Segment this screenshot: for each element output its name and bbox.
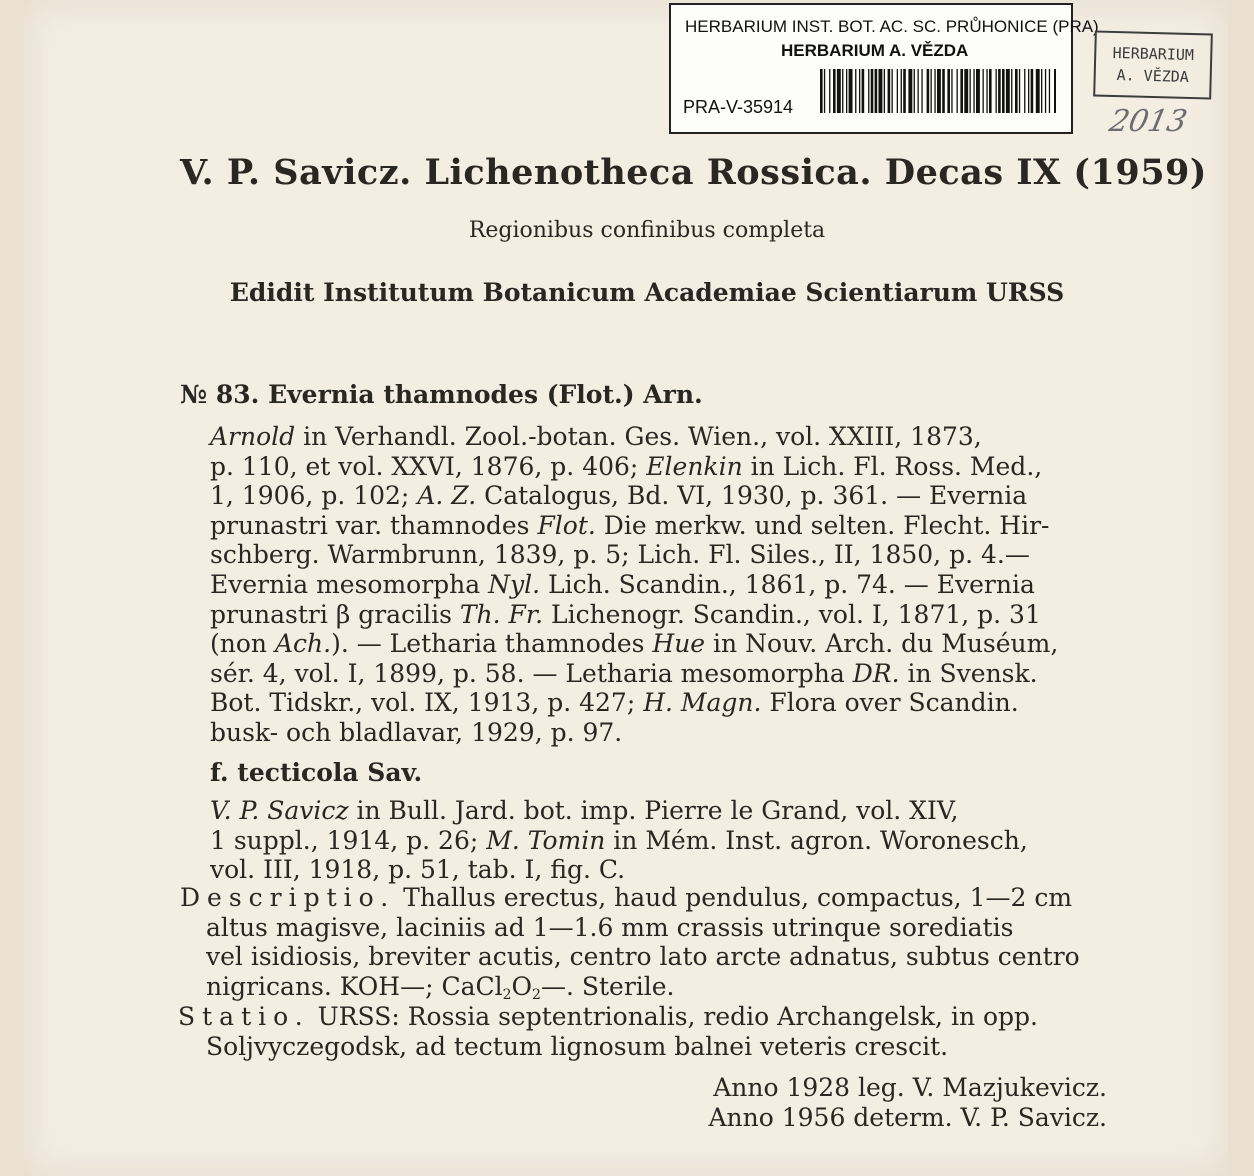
statio-line: Soljvyczegodsk, ad tectum lignosum balnei veteris crescit. [206, 1031, 949, 1061]
literature-line: busk- och bladlavar, 1929, p. 97. [210, 717, 623, 747]
collection-info [708, 1073, 1107, 1132]
species-literature [210, 422, 1058, 748]
literature-line: V. P. Savicz in Bull. Jard. bot. imp. Pierre le Grand, vol. XIV, [210, 796, 959, 825]
descriptio-section [180, 883, 1080, 1001]
page-title: V. P. Savicz. Lichenotheca Rossica. Decas IX (1959) [180, 152, 1207, 193]
literature-line: Bot. Tidskr., vol. IX, 1913, p. 427; H. Magn. Flora over Scandin. [210, 688, 1019, 718]
entry-number: № 83. [180, 380, 260, 409]
statio-section [178, 1002, 1038, 1061]
species-heading [180, 380, 703, 409]
literature-line: 1, 1906, p. 102; A. Z. Catalogus, Bd. VI, 1930, p. 361. — Evernia [210, 481, 1028, 511]
determiner-line: Anno 1956 determ. V. P. Savicz. [708, 1102, 1107, 1132]
species-name: Evernia thamnodes (Flot.) Arn. [268, 380, 703, 409]
literature-line: Arnold in Verhandl. Zool.-botan. Ges. Wien., vol. XXIII, 1873, [210, 422, 982, 451]
descriptio-line: vel isidiosis, breviter acutis, centro lato arcte adnatus, subtus centro [206, 942, 1080, 972]
scan-edge-left [0, 0, 24, 1176]
literature-line: sér. 4, vol. I, 1899, p. 58. — Letharia mesomorpha DR. in Svensk. [210, 658, 1038, 688]
stamp-line2: A. VĚZDA [1116, 66, 1190, 86]
label-institution: HERBARIUM INST. BOT. AC. SC. PRŮHONICE (PRA) [685, 17, 1099, 36]
scan-edge-right [1228, 0, 1254, 1176]
literature-line: vol. III, 1918, p. 51, tab. I, fig. C. [210, 855, 626, 885]
barcode-icon [820, 69, 1056, 113]
descriptio-heading: Descriptio. [180, 883, 396, 912]
descriptio-line: nigricans. KOH—; $CaCl_2O_2—$. Sterile. [206, 971, 675, 1003]
handwritten-number: 2013 [1106, 104, 1191, 139]
statio-heading: Statio. [178, 1002, 310, 1031]
literature-line: 1 suppl., 1914, p. 26; M. Tomin in Mém. Inst. agron. Woronesch, [210, 825, 1028, 855]
publisher-line: Edidit Institutum Botanicum Academiae Scientiarum URSS [229, 278, 1065, 307]
herbarium-stamp [1093, 30, 1213, 99]
herbarium-label [669, 3, 1099, 134]
barcode-id: PRA-V-35914 [683, 97, 794, 117]
literature-line: prunastri β gracilis Th. Fr. Lichenogr. Scandin., vol. I, 1871, p. 31 [210, 599, 1041, 629]
descriptio-line: altus magisve, laciniis ad 1—1.6 mm crassis utrinque sorediatis [206, 912, 1014, 942]
page-subtitle: Regionibus confinibus completa [468, 218, 826, 243]
forma-heading: f. tecticola Sav. [210, 758, 423, 787]
literature-line: Evernia mesomorpha Nyl. Lich. Scandin., 1861, p. 74. — Evernia [210, 569, 1035, 599]
forma-literature [210, 796, 1028, 885]
collector-line: Anno 1928 leg. V. Mazjukevicz. [713, 1073, 1107, 1102]
statio-line: Statio. URSS: Rossia septentrionalis, redio Archangelsk, in opp. [178, 1002, 1038, 1031]
literature-line: prunastri var. thamnodes Flot. Die merkw. und selten. Flecht. Hir- [210, 510, 1050, 540]
descriptio-line: Descriptio. Thallus erectus, haud pendulus, compactus, 1—2 cm [180, 883, 1073, 912]
literature-line: (non Ach.). — Letharia thamnodes Hue in Nouv. Arch. du Muséum, [210, 629, 1059, 659]
literature-line: p. 110, et vol. XXVI, 1876, p. 406; Elenkin in Lich. Fl. Ross. Med., [210, 451, 1043, 481]
literature-line: schberg. Warmbrunn, 1839, p. 5; Lich. Fl. Siles., II, 1850, p. 4.— [210, 540, 1030, 570]
stamp-line1: HERBARIUM [1112, 43, 1195, 65]
label-herbarium: HERBARIUM A. VĚZDA [781, 41, 969, 60]
